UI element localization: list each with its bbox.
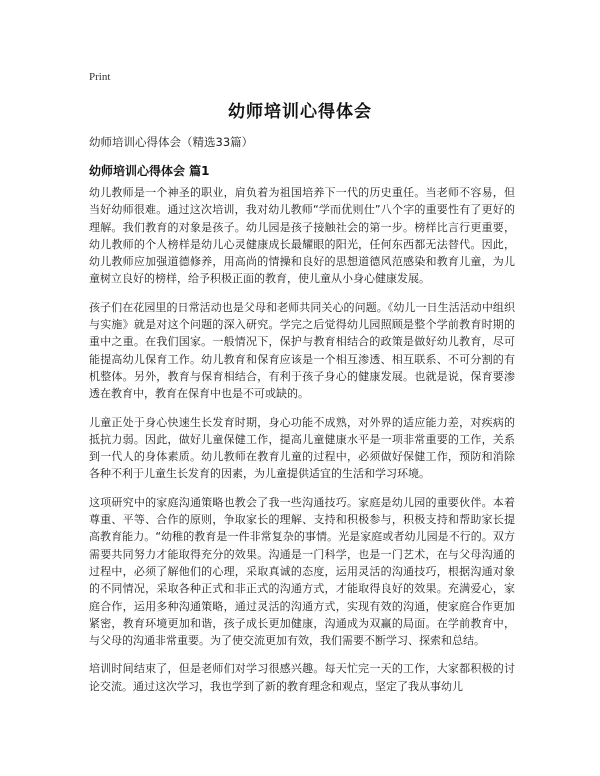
- body-paragraph-4: 这项研究中的家庭沟通策略也教会了我一些沟通技巧。家庭是幼儿园的重要伙伴。本着尊重、平等、合作的原则，争取家长的理解、支持和积极参与，积极支持和帮助家长提高教育能力。“幼稚的教育是一件非常复杂的事情。光是家庭或者幼儿园是不行的。双方需要共同努力才能取得充分的效果。沟通是一门科学，也是一门艺术，在与父母沟通的过程中，必须了解他们的心理，采取真诚的态度，运用灵活的沟通技巧，根据沟通对象的不同情况，采取各种正式和非正式的沟通方式，才能取得良好的效果。充满爱心，家庭合作，运用多种沟通策略，通过灵活的沟通方式，实现有效的沟通，使家庭合作更加紧密，教育环境更加和谐，孩子成长更加健康，沟通成为双赢的局面。在学前教育中，与父母的沟通非常重要。为了使交流更加有效，我们需要不断学习、探索和总结。: [89, 495, 515, 648]
- document-subtitle: 幼师培训心得体会（精选33篇）: [89, 135, 254, 149]
- page-title: 幼师培训心得体会: [228, 102, 372, 122]
- body-paragraph-5: 培训时间结束了，但是老师们对学习很感兴趣。每天忙完一天的工作，大家都积极的讨论交流。通过这次学习，我也学到了新的教育理念和观点，坚定了我从事幼儿: [89, 662, 515, 693]
- document-body: [89, 184, 515, 706]
- body-paragraph-2: 孩子们在花园里的日常活动也是父母和老师共同关心的问题。《幼儿一日生活活动中组织与实施》就是对这个问题的深入研究。学完之后觉得幼儿园照顾是整个学前教育时期的重中之重。在我们国家。一般情况下，保护与教育相结合的政策是做好幼儿教育，尽可能提高幼儿保育工作。幼儿教育和保育应该是一个相互渗透、相互联系、不可分割的有机整体。另外，教育与保育相结合，有利于孩子身心的健康发展。也就是说，保育要渗透在教育中，教育在保育中也是不可或缺的。: [89, 300, 515, 401]
- body-paragraph-3: 儿童正处于身心快速生长发育时期，身心功能不成熟，对外界的适应能力差，对疾病的抵抗力弱。因此，做好儿童保健工作，提高儿童健康水平是一项非常重要的工作，关系到一代人的身体素质。幼儿教师在教育儿童的过程中，必须做好保健工作，预防和消除各种不利于儿童生长发育的因素，为儿童提供适宜的生活和学习环境。: [89, 415, 515, 481]
- section-heading: 幼师培训心得体会 篇1: [89, 164, 210, 178]
- print-label: Print: [89, 71, 111, 83]
- body-paragraph-1: 幼儿教师是一个神圣的职业，肩负着为祖国培养下一代的历史重任。当老师不容易，但当好幼师很难。通过这次培训，我对幼儿教师“学而优则仕”八个字的重要性有了更好的理解。我们教育的对象是孩子。幼儿园是孩子接触社会的第一步。榜样比言行更重要，幼儿教师的个人榜样是幼儿心灵健康成长最耀眼的阳光，任何东西都无法替代。因此，幼儿教师应加强道德修养，用高尚的情操和良好的思想道德风范感染和教育儿童，为儿童树立良好的榜样，给予积极正面的教育，使儿童从小身心健康发展。: [89, 186, 515, 286]
